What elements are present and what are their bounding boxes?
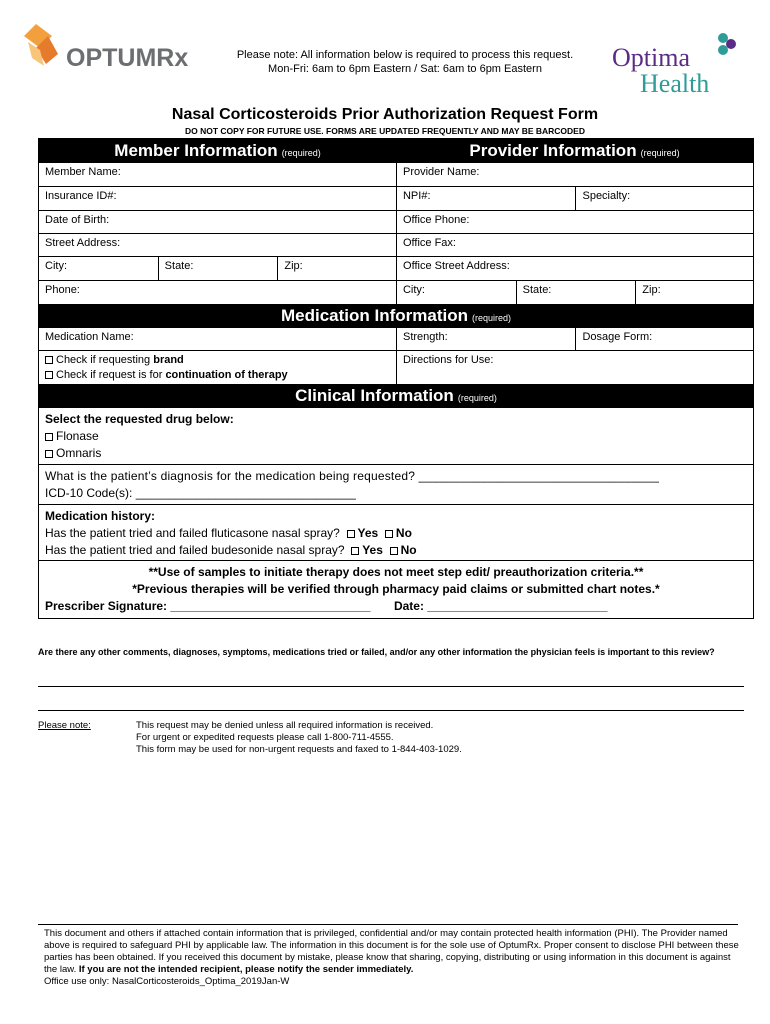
member-information-heading (39, 141, 396, 161)
optum-logo-text: OPTUMRx (66, 44, 189, 72)
medication-name-field[interactable]: Medication Name: (45, 331, 134, 343)
provider-heading-text: Provider Information (469, 141, 637, 160)
authorization-form (38, 138, 754, 619)
yes-label: Yes (362, 543, 383, 557)
diagnosis-question[interactable]: What is the patient’s diagnosis for the medication being requested? ___________________________________ (45, 469, 660, 483)
medication-heading-text: Medication Information (280, 306, 468, 325)
clinical-information-heading (39, 384, 753, 408)
checkbox-icon[interactable] (45, 433, 53, 441)
yes-checkbox-icon[interactable] (347, 530, 355, 538)
continuation-label-bold: continuation of therapy (165, 369, 288, 381)
medication-information-heading (39, 304, 753, 328)
medication-history (39, 504, 753, 560)
comments-line-2[interactable] (38, 710, 744, 711)
footer-divider (38, 924, 738, 925)
medication-heading-wrap (39, 306, 753, 326)
phone-field[interactable]: Phone: (45, 284, 80, 296)
please-note-label: Please note: (38, 720, 91, 731)
note-line-2: For urgent or expedited requests please call 1-800-711-4555. (136, 732, 394, 743)
diagnosis-section (39, 464, 753, 504)
insurance-id-field[interactable]: Insurance ID#: (45, 190, 117, 202)
omnaris-label: Omnaris (56, 446, 102, 460)
dosage-form-field[interactable]: Dosage Form: (575, 328, 753, 350)
clinical-heading-text: Clinical Information (295, 386, 454, 405)
yes-checkbox-icon[interactable] (351, 547, 359, 555)
member-heading-text: Member Information (114, 141, 278, 160)
no-label: No (400, 543, 417, 557)
date-field[interactable]: Date: ___________________________ (393, 599, 608, 613)
member-city-field[interactable]: City: (45, 260, 67, 272)
provider-zip-field[interactable]: Zip: (635, 281, 753, 304)
optum-rx-logo (22, 22, 217, 78)
specialty-field[interactable]: Specialty: (575, 187, 753, 210)
notice-line-1: Please note: All information below is required to process this request. (236, 49, 574, 61)
please-note-text (136, 720, 462, 756)
header (0, 0, 770, 110)
no-checkbox-icon[interactable] (390, 547, 398, 555)
form-row (39, 233, 753, 256)
confidentiality-warning: If you are not the intended recipient, please notify the sender immediately. (78, 964, 414, 975)
strength-field[interactable]: Strength: (396, 328, 576, 350)
form-row (39, 186, 753, 210)
member-required-note: (required) (281, 148, 321, 158)
confidentiality-notice (44, 928, 744, 976)
no-checkbox-icon[interactable] (385, 530, 393, 538)
prescriber-signature-field[interactable]: Prescriber Signature: ______________________________ (45, 599, 371, 613)
medication-checkboxes (39, 351, 396, 384)
notice-line-2: Mon-Fri: 6am to 6pm Eastern / Sat: 6am to 6pm Eastern (268, 63, 542, 75)
fluticasone-question (45, 525, 747, 542)
office-phone-field[interactable]: Office Phone: (396, 211, 753, 233)
budesonide-question (45, 542, 747, 559)
office-use-code: Office use only: NasalCorticosteroids_Optima_2019Jan-W (44, 976, 290, 987)
office-fax-field[interactable]: Office Fax: (396, 234, 753, 256)
clinical-section (39, 408, 753, 618)
medication-required-note: (required) (471, 313, 511, 323)
brand-checkbox[interactable] (45, 353, 390, 368)
comments-question: Are there any other comments, diagnoses, symptoms, medications tried or failed, and/or any other information the physician feels is important to this review? (38, 647, 715, 657)
form-title: Nasal Corticosteroids Prior Authorization Request Form (171, 106, 599, 123)
note-line-3: This form may be used for non-urgent requests and faxed to 1-844-403-1029. (136, 744, 462, 755)
omnaris-option[interactable] (45, 445, 747, 462)
flonase-label: Flonase (56, 429, 99, 443)
continuation-label: Check if request is for (56, 369, 166, 381)
form-row (39, 163, 753, 186)
medication-history-label: Medication history: (45, 509, 156, 523)
form-row (39, 280, 753, 304)
comments-line-1[interactable] (38, 686, 744, 687)
yes-label: Yes (357, 526, 379, 540)
office-street-address-field[interactable]: Office Street Address: (396, 257, 753, 280)
signature-row (45, 598, 747, 615)
clinical-heading-wrap (39, 386, 753, 406)
member-provider-header (39, 139, 753, 163)
brand-label-bold: brand (153, 354, 184, 366)
note-line-1: This request may be denied unless all required information is received. (136, 720, 434, 731)
optima-health-logo (610, 24, 740, 100)
icd-code-field[interactable]: ICD-10 Code(s): _________________________________ (45, 486, 356, 500)
verification-statement: *Previous therapies will be verified through pharmacy paid claims or submitted chart notes.* (132, 582, 660, 596)
brand-label: Check if requesting (56, 354, 154, 366)
fluticasone-question-text: Has the patient tried and failed fluticasone nasal spray? (45, 526, 340, 540)
member-zip-field[interactable]: Zip: (277, 257, 396, 280)
form-row (39, 350, 753, 384)
select-drug-label: Select the requested drug below: (45, 412, 234, 426)
confidentiality-text: This document and others if attached contain information that is privileged, confidential and/or may contain protected health information (PHI). The Provider named above is required to safeguard PHI by applicable law. The information in this document is for the sole use of OptumRx. Proper consent to disclose PHI between these parties has been obtained. If you received this document by mistake, please know that sharing, copying, distributing or using information in this document is against the law. (44, 928, 739, 975)
processing-notice (210, 48, 600, 76)
form-row (39, 210, 753, 233)
form-row (39, 328, 753, 350)
drug-selection (39, 408, 753, 464)
continuation-checkbox[interactable] (45, 368, 390, 383)
form-row (39, 256, 753, 280)
provider-required-note: (required) (640, 148, 680, 158)
flonase-option[interactable] (45, 428, 747, 445)
no-label: No (395, 526, 412, 540)
provider-information-heading (396, 141, 753, 161)
clinical-required-note: (required) (457, 393, 497, 403)
budesonide-question-text: Has the patient tried and failed budesonide nasal spray? (45, 543, 345, 557)
street-address-field[interactable]: Street Address: (45, 237, 121, 249)
date-of-birth-field[interactable]: Date of Birth: (45, 214, 110, 226)
provider-city-field[interactable]: City: (396, 281, 516, 304)
provider-name-field[interactable]: Provider Name: (396, 163, 753, 186)
directions-for-use-field[interactable]: Directions for Use: (396, 351, 753, 384)
npi-field[interactable]: NPI#: (396, 187, 576, 210)
checkbox-icon[interactable] (45, 356, 53, 364)
form-subtitle: DO NOT COPY FOR FUTURE USE. FORMS ARE UPDATED FREQUENTLY AND MAY BE BARCODED (184, 126, 585, 136)
provider-state-field[interactable]: State: (516, 281, 636, 304)
optima-logo-line-1: Optima (612, 43, 690, 72)
optima-logo-line-2: Health (640, 69, 710, 98)
checkbox-icon[interactable] (45, 450, 53, 458)
member-state-field[interactable]: State: (158, 257, 278, 280)
samples-statement: **Use of samples to initiate therapy does not meet step edit/ preauthorization criteria.** (148, 565, 644, 579)
attestation-section (39, 560, 753, 618)
member-name-field[interactable]: Member Name: (45, 166, 121, 178)
checkbox-icon[interactable] (45, 371, 53, 379)
